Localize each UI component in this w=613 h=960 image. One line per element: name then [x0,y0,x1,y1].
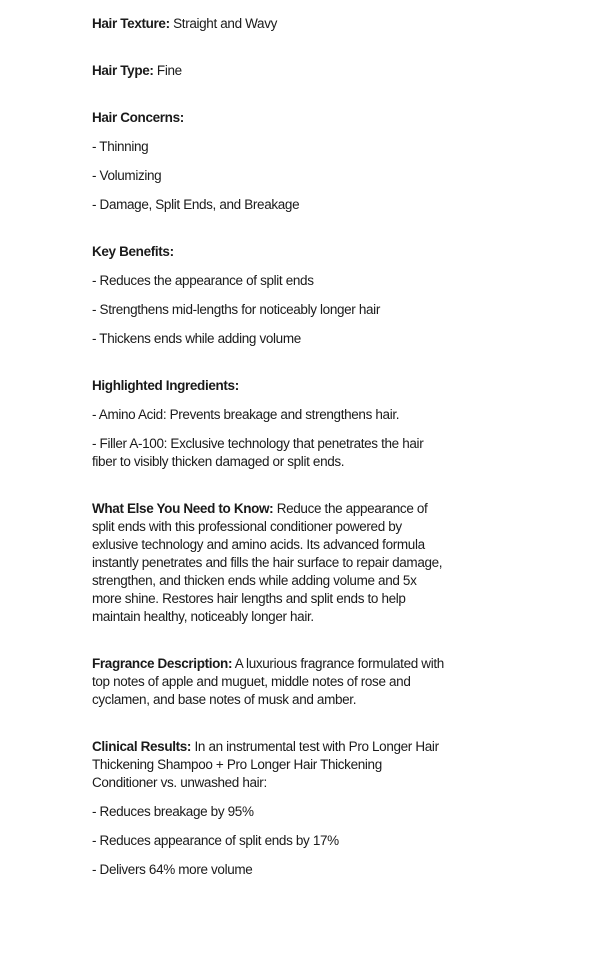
list-item: - Reduces appearance of split ends by 17% [92,833,339,848]
list-item: - Volumizing [92,168,162,183]
section-text: Straight and Wavy [173,16,277,31]
section-paragraph [92,500,444,626]
section-label: Clinical Results: [92,739,192,754]
section-text: In an instrumental test with Pro Longer Hair Thickening Shampoo + Pro Longer Hair Thickening Conditioner vs. unwashed hair: [92,739,439,790]
section-key-benefits [92,243,613,348]
section-label: Hair Type: [92,63,154,78]
section-paragraph [92,738,444,792]
section-label: Hair Concerns: [92,110,184,125]
list-item: - Delivers 64% more volume [92,862,253,877]
list-item: - Amino Acid: Prevents breakage and strengthens hair. [92,407,400,422]
section-label: Fragrance Description: [92,656,233,671]
list-item: - Reduces breakage by 95% [92,804,254,819]
section-hair-concerns [92,109,613,214]
list-item: - Damage, Split Ends, and Breakage [92,197,300,212]
section-paragraph [92,377,444,395]
section-paragraph [92,109,444,127]
section-label: Hair Texture: [92,16,170,31]
list-item: - Strengthens mid-lengths for noticeably longer hair [92,302,380,317]
section-what-else-you-need-to-know [92,500,613,626]
section-text: Fine [156,63,182,78]
section-paragraph [92,243,444,261]
list-item: - Filler A-100: Exclusive technology that penetrates the hair fiber to visibly thicken damaged or split ends. [92,436,424,469]
section-text: A luxurious fragrance formulated with top notes of apple and muguet, middle notes of rose and cyclamen, and base notes of musk and amber. [92,656,444,707]
section-label: What Else You Need to Know: [92,501,274,516]
section-paragraph [92,15,444,33]
section-text: Reduce the appearance of split ends with this professional conditioner powered by exlusive technology and amino acids. Its advanced formula instantly penetrates and fills the hair surface to repair damage, strengthen, and thicken ends while adding volume and 5x more shine. Restores hair lengths and split ends to help maintain healthy, noticeably longer hair. [92,501,443,624]
section-highlighted-ingredients [92,377,613,471]
section-fragrance-description [92,655,613,709]
section-hair-texture [92,15,613,33]
section-label: Highlighted Ingredients: [92,378,239,393]
list-item: - Thickens ends while adding volume [92,331,301,346]
list-item: - Reduces the appearance of split ends [92,273,314,288]
section-paragraph [92,62,444,80]
section-hair-type [92,62,613,80]
list-item: - Thinning [92,139,149,154]
section-paragraph [92,655,444,709]
section-clinical-results [92,738,613,879]
section-label: Key Benefits: [92,244,174,259]
